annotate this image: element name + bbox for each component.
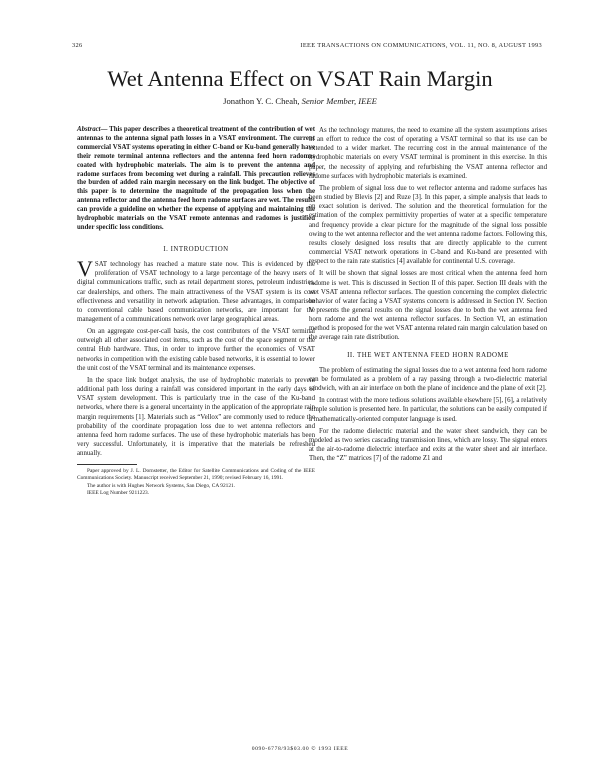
- copyright-footer: 0090-6778/93$03.00 © 1993 IEEE: [251, 746, 349, 752]
- author-name: Jonathon Y. C. Cheah,: [223, 96, 300, 106]
- left-column: [77, 126, 315, 498]
- intro-paragraph-1-text: SAT technology has reached a mature state now. This is evidenced by the proliferation of VSAT technology to a large percentage of the heavy users of digital communications traffic, such as retail department stores, petroleum industries, car dealerships, and others. The main attractiveness of the VSAT system is its cost effectiveness and versatility in network adaptation. These advantages, in comparison to conventional cable based communication networks, are important for the management of a communications network over large geographical areas.: [77, 261, 315, 323]
- author-line: [40, 96, 560, 106]
- abstract-text: This paper describes a theoretical treatment of the contribution of wet antennas to the antenna signal path losses in a VSAT environment. The current commercial VSAT systems operating in either C-band or Ku-band generally have their remote terminal antenna reflectors and the antenna feed horn radomes coated with hydrophobic materials. The aim is to prevent the antenna and radome surfaces from becoming wet during a rainfall. This precaution relieves the burden of added rain margin necessary on the link budget. The objective of this paper is to determine the magnitude of the propagation loss when the antenna reflector and the antenna feed horn radome surfaces are wet. The results can provide a guideline on whether the expense of applying and maintaining the hydrophobic materials on the VSAT remote antennas and radomes is justified under specific loss conditions.: [77, 126, 316, 231]
- footnote-affiliation: The author is with Hughes Network Systems, San Diego, CA 92121.: [87, 482, 236, 489]
- footnote-log-number: IEEE Log Number 9211223.: [87, 490, 150, 497]
- drop-cap: V: [77, 256, 93, 282]
- intro-paragraph-1: [77, 256, 315, 324]
- journal-name: IEEE TRANSACTIONS ON COMMUNICATIONS, VOL. 11, NO. 8, AUGUST 1993: [300, 42, 542, 49]
- intro-paragraph-5: The problem of signal loss due to wet reflector antenna and radome surfaces has been studied by Blevis [2] and Ruze [3]. In this paper, a simple analysis that leads to an exact solution is derived. The solution and the theoretical formulation for the estimation of the complex permittivity properties of water at a specific temperature and frequency provide a clear picture for the magnitude of the signal loss possible owing to the wet antenna reflector and the wet antenna radome factors. Following this, results closely designed loss results that are directly applicable to the current commercial VSAT network operations in C-band and Ku-band are presented with respect to the rain rate statistics [4] available for continental U.S. coverage.: [309, 184, 547, 266]
- radome-paragraph-2: In contrast with the more tedious solutions available elsewhere [5], [6], a relatively simple solution is presented here. In particular, the solutions can be easily computed if a mathematically-oriented computer language is used.: [309, 397, 547, 423]
- abstract: [77, 126, 315, 233]
- author-role: Senior Member, IEEE: [301, 96, 377, 106]
- intro-paragraph-4: As the technology matures, the need to examine all the system assumptions arises in an effort to reduce the cost of operating a VSAT terminal so that its use can be extended to a wider market. The recurring cost in the annual maintenance of the hydrophobic materials on every VSAT terminal is prominent in this exercise. In this paper, the necessity of applying and refurbishing the VSAT antenna reflector and radome surfaces with hydrophobic materials is examined.: [309, 127, 547, 180]
- page-header: [72, 42, 542, 54]
- radome-paragraph-3: For the radome dielectric material and the water sheet sandwich, they can be modeled as two series cascading transmission lines, which are lossy. The signal enters at the air-to-radome dielectric interface and exits at the water sheet and air interface. Then, the “Z” matrices [7] of the radome Z1 and: [309, 427, 547, 463]
- right-column: [309, 126, 547, 466]
- intro-paragraph-6: It will be shown that signal losses are most critical when the antenna feed horn radome is wet. This is discussed in Section II of this paper. Section III deals with the wet VSAT antenna reflector surfaces. The question concerning the complex dielectric behavior of water facing a VSAT systems concern is addressed in Section IV. Section V presents the general results on the signal losses due to both the wet antenna feed horn radome and the wet antenna reflector surfaces. In Section VI, an estimation method is proposed for the wet VSAT antenna related rain margin calculation based on the average rain rate distribution.: [309, 270, 547, 342]
- intro-paragraph-3: In the space link budget analysis, the use of hydrophobic materials to prevent additional path loss during a rainfall was considered important in the early days of VSAT system development. This is particularly true in the case of the Ku-band networks, where there is a general uncertainty in the application of the appropriate rain margin requirements [1]. Materials such as “Vellox” are commonly used to reduce the probability of the coordinate propagation loss due to wet antenna reflectors and antenna feed horn radome surfaces. The use of these hydrophobic materials has been very successful. Unfortunately, it is imperative that the materials be refreshed annually.: [77, 376, 315, 458]
- abstract-label: Abstract—: [77, 126, 108, 133]
- paper-title: Wet Antenna Effect on VSAT Rain Margin: [107, 66, 493, 91]
- page-number: 326: [72, 42, 83, 49]
- footnote-divider: [77, 464, 137, 465]
- section-heading-introduction: I. INTRODUCTION: [163, 245, 229, 253]
- footnote-manuscript: Paper approved by J. L. Dornstetter, the Editor for Satellite Communications and Coding of the IEEE Communications Society. Manuscript received September 21, 1990; revised February 16, 1991.: [77, 468, 315, 481]
- section-heading-radome: II. THE WET ANTENNA FEED HORN RADOME: [347, 351, 509, 359]
- intro-paragraph-2: On an aggregate cost-per-call basis, the cost contributors of the VSAT terminal outweigh all other associated cost items, such as the cost of the space segment or the central Hub hardware. Thus, in order to improve further the economics of VSAT networks in competition with the existing cable based networks, it is essential to lower the unit cost of the VSAT terminal and its maintenance expenses.: [77, 328, 315, 372]
- radome-paragraph-1: The problem of estimating the signal losses due to a wet antenna feed horn radome can be formulated as a problem of a ray passing through a two-dielectric material sandwich, with an air interface on both the plane of incidence and the plane of exit [2].: [309, 366, 547, 393]
